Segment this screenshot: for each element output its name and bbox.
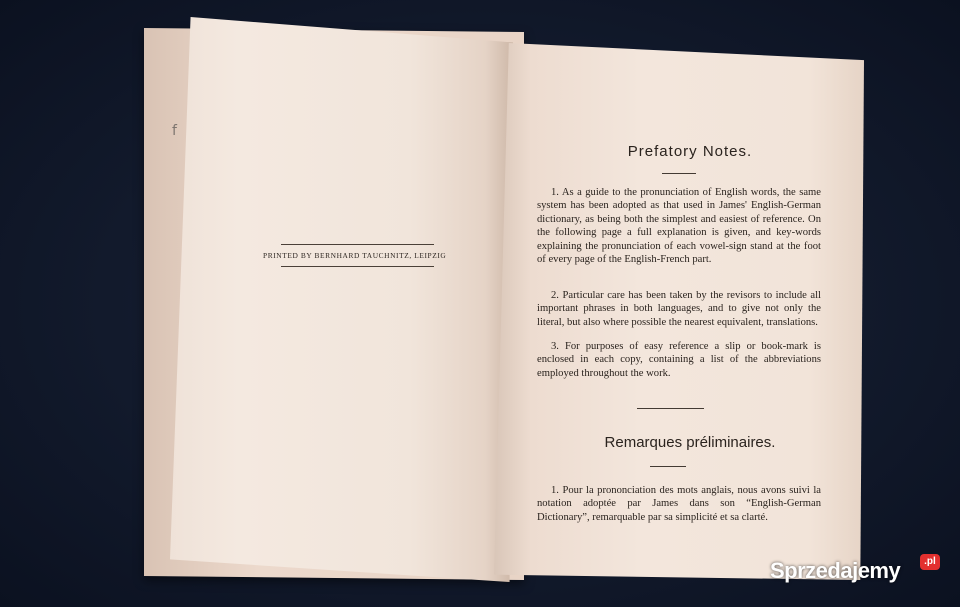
- paragraph-2: 2. Particular care has been taken by the revisors to include all important phrases in both languages, and to give not only the literal, but also where possible the nearest equivalent, translations.: [537, 290, 821, 328]
- paragraph-1: 1. As a guide to the pronunciation of English words, the same system has been adopted as that used in James' English-German dictionary, as being both the simplest and easiest of reference. On the following page a full explanation is given, and key-words explaining the pronunciation of each vowel-sign stand at the foot of every page of the English-French part.: [537, 187, 821, 266]
- watermark-text: Sprzedajemy: [770, 558, 901, 583]
- section-divider: [637, 408, 704, 409]
- watermark-domain-badge: .pl: [920, 554, 940, 570]
- heading-remarques: Remarques préliminaires.: [604, 434, 776, 451]
- printer-imprint: PRINTED BY BERNHARD TAUCHNITZ, LEIPZIG: [263, 251, 447, 260]
- left-page: [170, 17, 513, 582]
- heading-rule-fr: [650, 466, 686, 467]
- heading-prefatory-notes: Prefatory Notes.: [627, 143, 753, 160]
- paragraph-3: 3. For purposes of easy reference a slip or book-mark is enclosed in each copy, containing a list of the abbreviations employed throughout the work.: [537, 341, 821, 379]
- imprint-rule-top: [281, 244, 434, 245]
- pencil-mark: f: [172, 123, 177, 139]
- imprint-rule-bottom: [281, 266, 434, 267]
- heading-rule: [662, 173, 696, 174]
- paragraph-fr-1: 1. Pour la prononciation des mots anglais, nous avons suivi la notation adoptée par James dans son “English-German Dictionary”, remarquable par sa simplicité et sa clarté.: [537, 485, 821, 523]
